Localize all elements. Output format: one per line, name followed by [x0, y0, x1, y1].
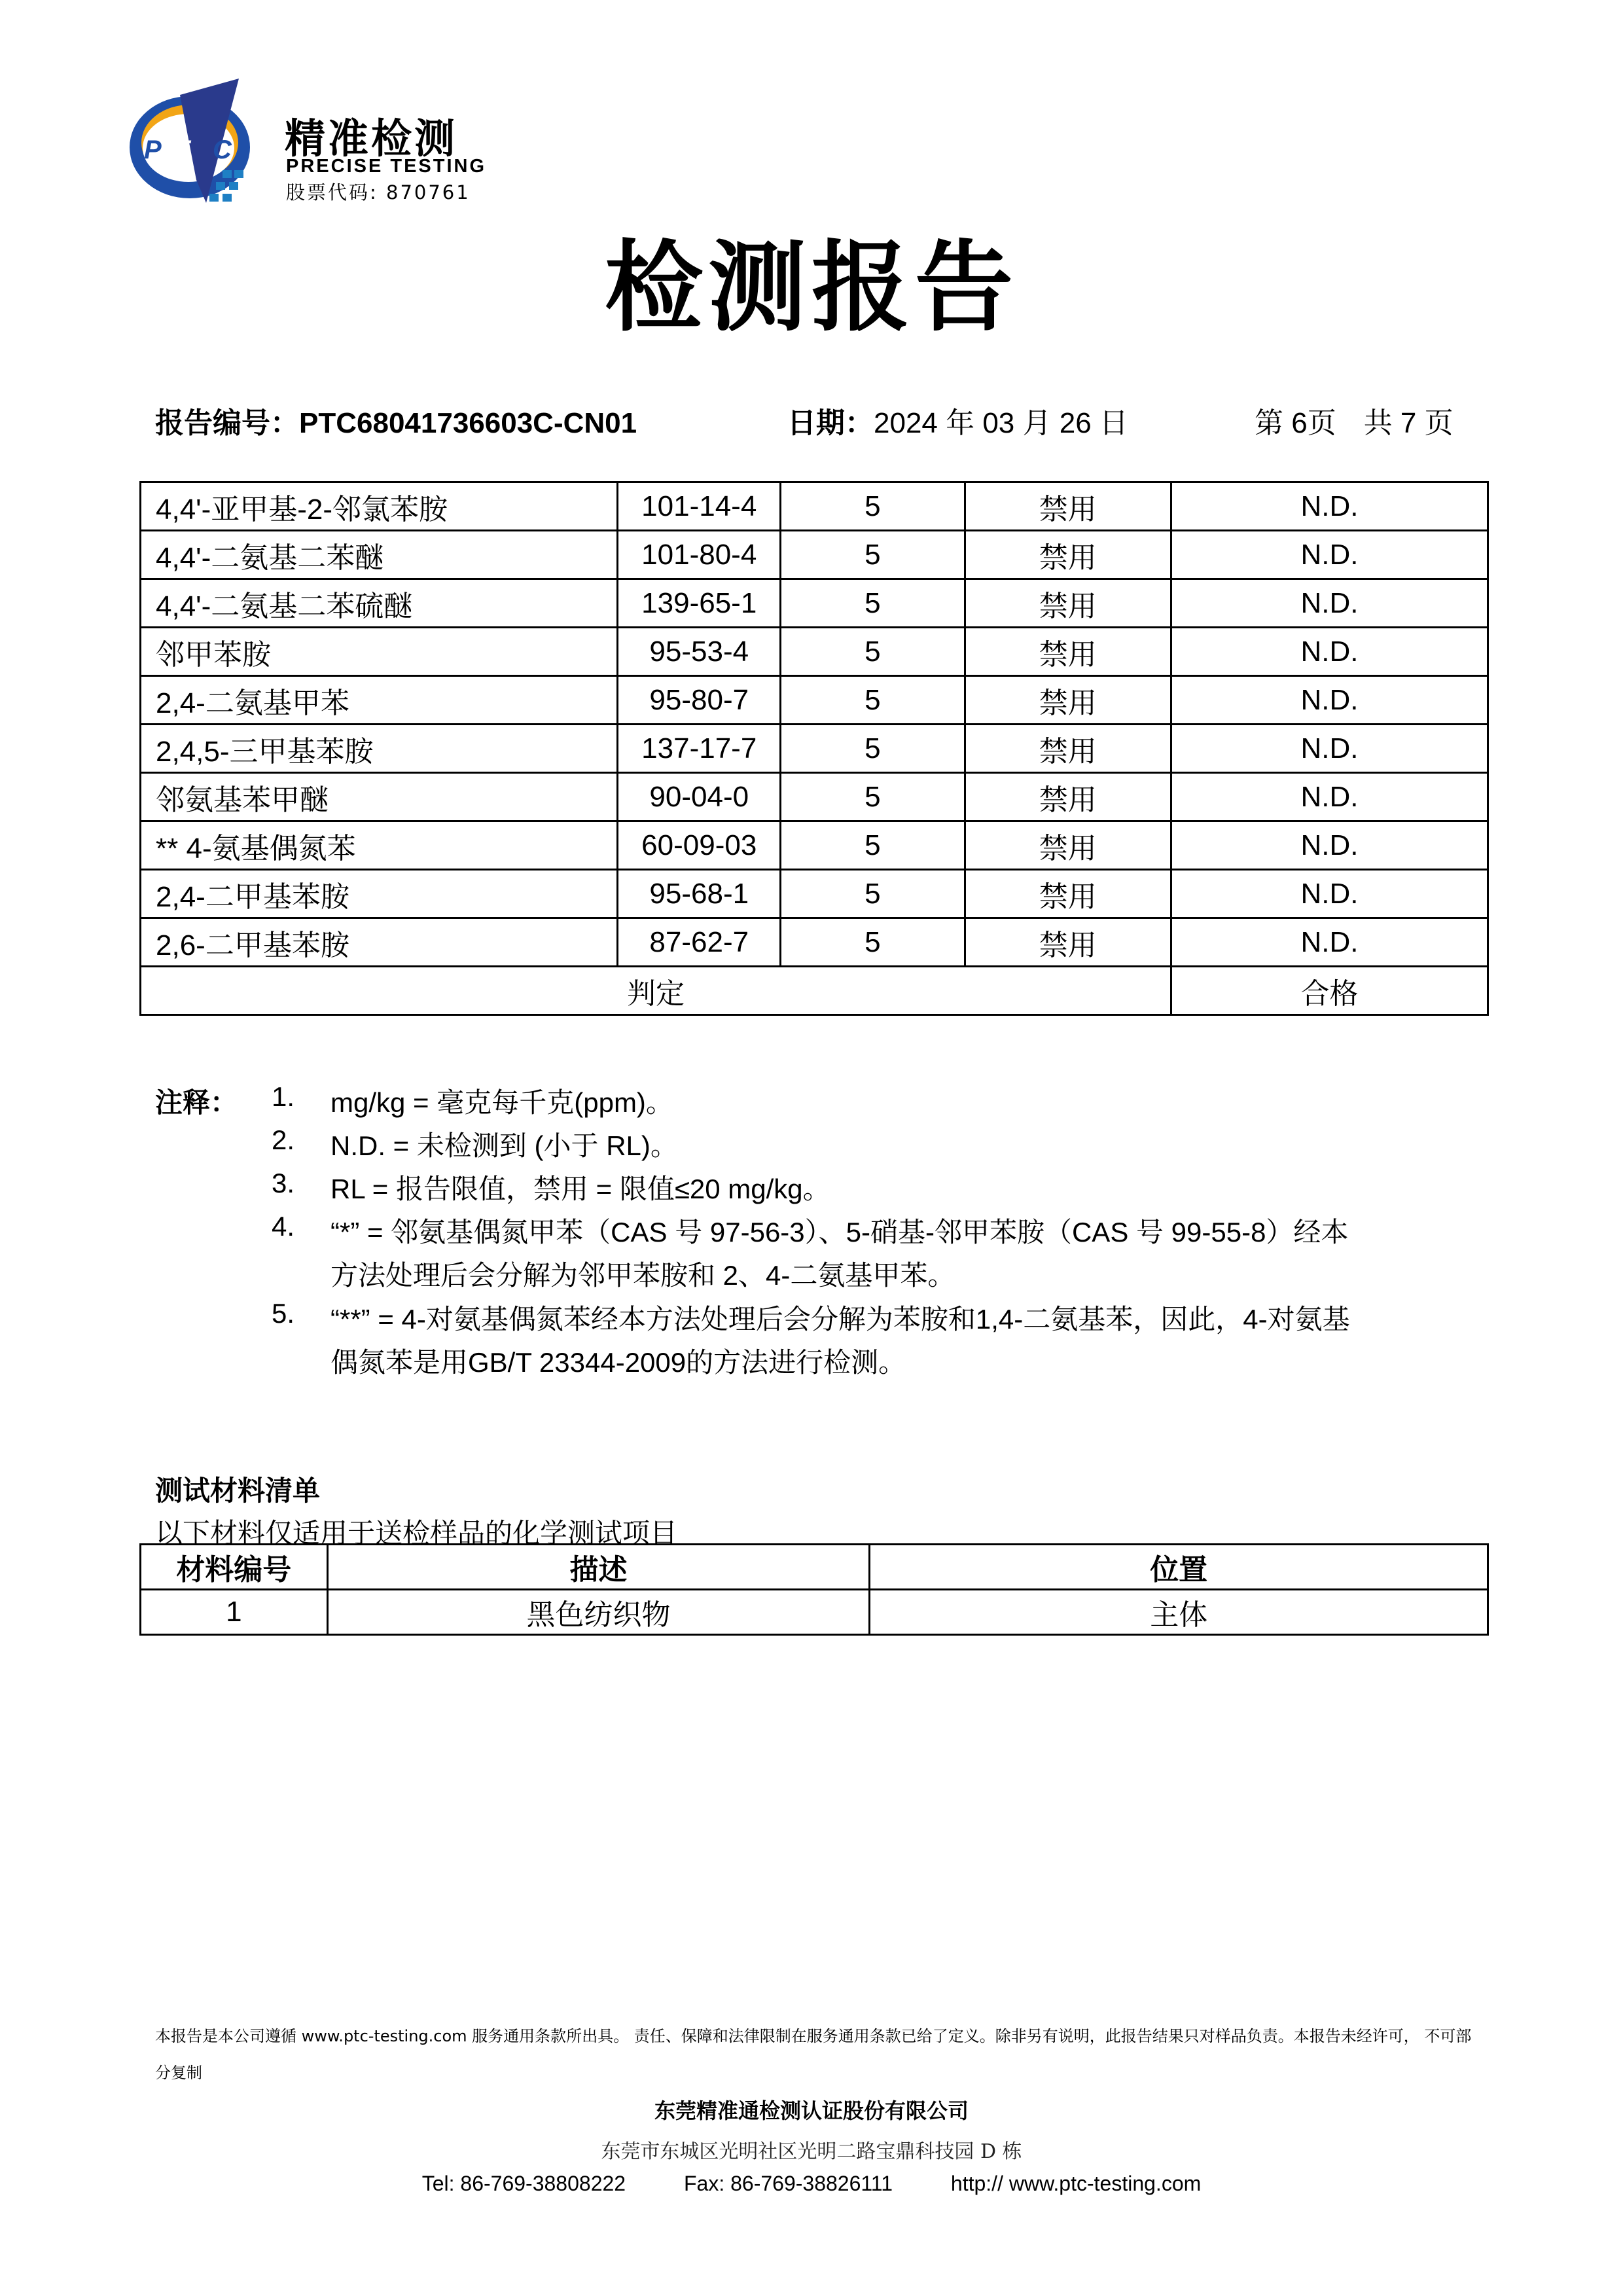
footer-disclaimer: 本报告是本公司遵循 www.ptc-testing.com 服务通用条款所出具。 责任、保障和法律限制在服务通用条款已给了定义。除非另有说明，此报告结果只对样品负责。本报告未经许可， 不可部分复制	[155, 2027, 1472, 2082]
reporting-limit: 5	[781, 725, 965, 773]
footer-company-name: 东莞精准通检测认证股份有限公司	[654, 2098, 969, 2123]
substance-name: 4,4'-亚甲基-2-邻氯苯胺	[141, 482, 618, 531]
note-text: 方法处理后会分解为邻甲苯胺和 2、4-二氨基甲苯。	[330, 1260, 955, 1291]
test-result: N.D.	[1171, 821, 1488, 870]
test-result: N.D.	[1171, 676, 1488, 725]
test-result: N.D.	[1171, 870, 1488, 918]
note-number: 4.	[272, 1211, 295, 1242]
test-result: N.D.	[1171, 482, 1488, 531]
result-row	[141, 918, 1488, 967]
header-description: 描述	[327, 1545, 870, 1590]
note-number: 1.	[272, 1081, 295, 1112]
footer-contact	[0, 2172, 1623, 2196]
page-current: 第 6页	[1255, 407, 1336, 439]
materials-table	[139, 1543, 1489, 1636]
cas-number: 101-80-4	[618, 531, 781, 579]
reporting-limit: 5	[781, 579, 965, 628]
materials-subtitle: 以下材料仅适用于送检样品的化学测试项目	[155, 1518, 678, 1549]
limit-value: 禁用	[965, 579, 1171, 628]
report-date-value: 2024 年 03 月 26 日	[874, 407, 1128, 439]
result-row	[141, 773, 1488, 821]
substance-name: ** 4-氨基偶氮苯	[141, 821, 618, 870]
material-location: 主体	[870, 1590, 1488, 1635]
result-row	[141, 579, 1488, 628]
result-row	[141, 482, 1488, 531]
materials-title: 测试材料清单	[155, 1475, 321, 1506]
reporting-limit: 5	[781, 628, 965, 676]
ptc-emblem-icon	[124, 65, 275, 209]
results-table	[139, 481, 1489, 1016]
verdict-label: 判定	[141, 967, 1171, 1015]
company-logo	[124, 65, 491, 209]
cas-number: 139-65-1	[618, 579, 781, 628]
materials-row	[141, 1590, 1488, 1635]
test-result: N.D.	[1171, 531, 1488, 579]
note-text: mg/kg = 毫克每千克(ppm)。	[330, 1087, 673, 1118]
material-description: 黑色纺织物	[327, 1590, 870, 1635]
logo-name-en: PRECISE TESTING	[286, 156, 487, 177]
footer-website[interactable]: http:// www.ptc-testing.com	[950, 2172, 1202, 2195]
result-row	[141, 628, 1488, 676]
cas-number: 90-04-0	[618, 773, 781, 821]
limit-value: 禁用	[965, 531, 1171, 579]
test-result: N.D.	[1171, 579, 1488, 628]
reporting-limit: 5	[781, 821, 965, 870]
page-indicator	[1255, 399, 1454, 441]
note-number: 3.	[272, 1168, 295, 1198]
limit-value: 禁用	[965, 725, 1171, 773]
cas-number: 95-80-7	[618, 676, 781, 725]
cas-number: 60-09-03	[618, 821, 781, 870]
limit-value: 禁用	[965, 870, 1171, 918]
note-text: 偶氮苯是用GB/T 23344-2009的方法进行检测。	[330, 1347, 906, 1378]
result-row	[141, 725, 1488, 773]
reporting-limit: 5	[781, 918, 965, 967]
limit-value: 禁用	[965, 918, 1171, 967]
report-number	[155, 399, 637, 441]
header-location: 位置	[870, 1545, 1488, 1590]
limit-value: 禁用	[965, 628, 1171, 676]
substance-name: 2,4-二氨基甲苯	[141, 676, 618, 725]
test-result: N.D.	[1171, 773, 1488, 821]
substance-name: 4,4'-二氨基二苯醚	[141, 531, 618, 579]
materials-header-row	[141, 1545, 1488, 1590]
test-result: N.D.	[1171, 725, 1488, 773]
test-result: N.D.	[1171, 918, 1488, 967]
cas-number: 101-14-4	[618, 482, 781, 531]
reporting-limit: 5	[781, 773, 965, 821]
substance-name: 2,4,5-三甲基苯胺	[141, 725, 618, 773]
logo-stock-code: 股票代码: 870761	[286, 181, 471, 204]
cas-number: 95-53-4	[618, 628, 781, 676]
test-result: N.D.	[1171, 628, 1488, 676]
logo-name-cn: 精准检测	[285, 115, 458, 162]
reporting-limit: 5	[781, 482, 965, 531]
cas-number: 95-68-1	[618, 870, 781, 918]
report-number-label: 报告编号：	[155, 407, 299, 439]
header-material-id: 材料编号	[141, 1545, 328, 1590]
material-id: 1	[141, 1590, 328, 1635]
report-date	[787, 399, 1128, 441]
footer-tel: Tel: 86-769-38808222	[421, 2172, 626, 2195]
limit-value: 禁用	[965, 773, 1171, 821]
limit-value: 禁用	[965, 676, 1171, 725]
result-row	[141, 870, 1488, 918]
logo-initial-t: T	[173, 135, 190, 164]
note-number: 2.	[272, 1124, 295, 1155]
note-number: 5.	[272, 1298, 295, 1329]
notes-label: 注释：	[155, 1087, 238, 1118]
reporting-limit: 5	[781, 676, 965, 725]
note-text: “**” = 4-对氨基偶氮苯经本方法处理后会分解为苯胺和1,4-二氨基苯，因此，4-对氨基	[330, 1304, 1350, 1335]
logo-initial-p: P	[144, 135, 162, 164]
verdict-row	[141, 967, 1488, 1015]
substance-name: 2,4-二甲基苯胺	[141, 870, 618, 918]
page-total: 共 7 页	[1363, 407, 1454, 439]
footer-fax: Fax: 86-769-38826111	[683, 2172, 893, 2195]
result-row	[141, 531, 1488, 579]
note-text: “*” = 邻氨基偶氮甲苯（CAS 号 97-56-3）、5-硝基-邻甲苯胺（CAS 号 99-55-8）经本	[330, 1217, 1349, 1247]
report-date-label: 日期：	[787, 407, 874, 439]
cas-number: 87-62-7	[618, 918, 781, 967]
result-row	[141, 676, 1488, 725]
verdict-value: 合格	[1171, 967, 1488, 1015]
cas-number: 137-17-7	[618, 725, 781, 773]
substance-name: 邻氨基苯甲醚	[141, 773, 618, 821]
substance-name: 邻甲苯胺	[141, 628, 618, 676]
report-number-value: PTC68041736603C-CN01	[299, 407, 637, 439]
logo-initial-c: C	[213, 135, 232, 164]
document-title: 检测报告	[604, 230, 1018, 345]
reporting-limit: 5	[781, 531, 965, 579]
substance-name: 4,4'-二氨基二苯硫醚	[141, 579, 618, 628]
footer-address: 东莞市东城区光明社区光明二路宝鼎科技园 D 栋	[601, 2140, 1022, 2163]
reporting-limit: 5	[781, 870, 965, 918]
result-row	[141, 821, 1488, 870]
limit-value: 禁用	[965, 821, 1171, 870]
substance-name: 2,6-二甲基苯胺	[141, 918, 618, 967]
limit-value: 禁用	[965, 482, 1171, 531]
note-text: N.D. = 未检测到 (小于 RL)。	[330, 1130, 678, 1161]
note-text: RL = 报告限值，禁用 = 限值≤20 mg/kg。	[330, 1174, 830, 1204]
